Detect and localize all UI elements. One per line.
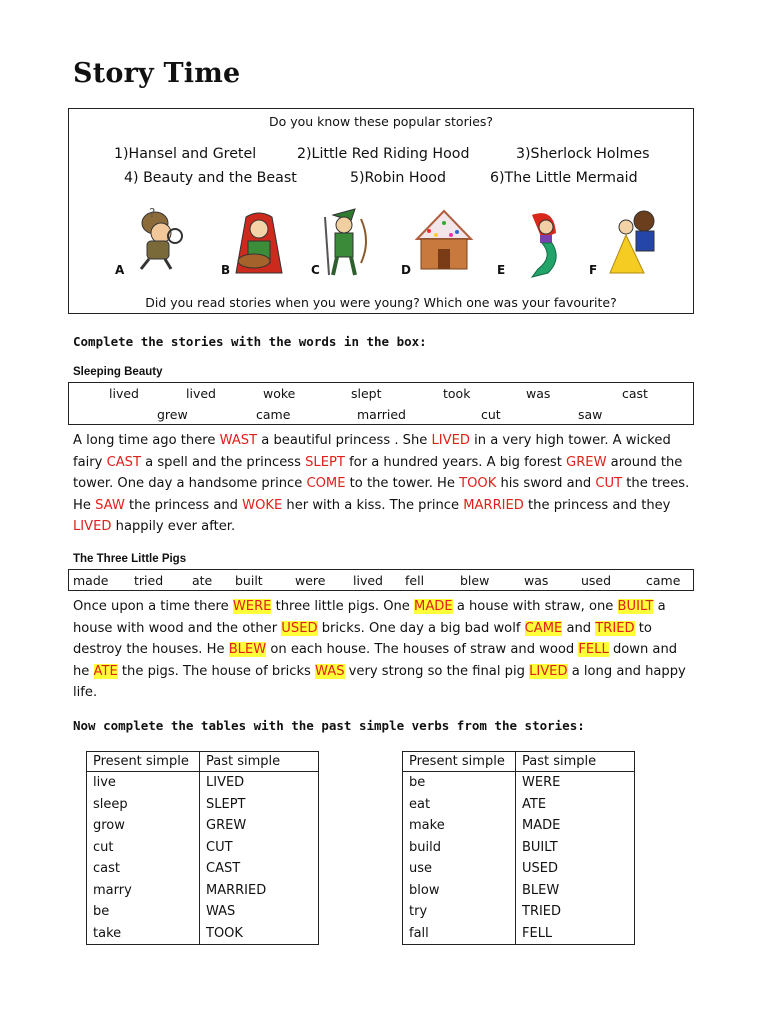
- table-header: Present simple: [87, 752, 200, 772]
- table-row: [87, 880, 319, 902]
- word-box-item: lived: [186, 386, 216, 401]
- answer-word: LIVED: [73, 519, 112, 535]
- word-box-item: was: [526, 386, 551, 401]
- table-row: [87, 837, 319, 859]
- picture-letter-e: E: [497, 263, 506, 277]
- table-cell: TRIED: [516, 901, 635, 923]
- answer-word: WERE: [232, 599, 272, 614]
- table-cell: try: [403, 901, 516, 923]
- gingerbread-house-picture: [409, 205, 479, 275]
- mermaid-picture: [514, 209, 580, 279]
- table-row: [403, 901, 635, 923]
- answer-word: GREW: [566, 454, 607, 470]
- svg-text:?: ?: [149, 206, 156, 220]
- table-row: [87, 901, 319, 923]
- table-cell: ATE: [516, 794, 635, 816]
- table-cell: CAST: [200, 858, 319, 880]
- robin-hood-picture: [315, 205, 377, 279]
- table-cell: BUILT: [516, 837, 635, 859]
- table-cell: MARRIED: [200, 880, 319, 902]
- word-box-item: was: [524, 573, 549, 588]
- word-box-item: made: [73, 573, 109, 588]
- word-box-item: lived: [109, 386, 139, 401]
- answer-word: FELL: [578, 642, 609, 658]
- verb-table-left: [86, 751, 319, 945]
- table-row: [403, 837, 635, 859]
- table-cell: LIVED: [200, 772, 319, 794]
- table-row: [403, 858, 635, 880]
- table-row: [87, 772, 319, 794]
- story-item-2: 2)Little Red Riding Hood: [297, 146, 470, 162]
- answer-word: CAME: [524, 620, 563, 636]
- table-cell: live: [87, 772, 200, 794]
- intro-question-bottom: Did you read stories when you were young? Which one was your favourite?: [145, 295, 617, 310]
- table-cell: blow: [403, 880, 516, 902]
- table-cell: MADE: [516, 815, 635, 837]
- table-cell: be: [87, 901, 200, 923]
- instruction-complete-tables: Now complete the tables with the past simple verbs from the stories:: [73, 718, 585, 733]
- story-item-1: 1)Hansel and Gretel: [114, 146, 257, 162]
- table-cell: USED: [516, 858, 635, 880]
- answer-word: LIVED: [529, 663, 568, 679]
- table-cell: be: [403, 772, 516, 794]
- table-cell: eat: [403, 794, 516, 816]
- answer-word: SLEPT: [305, 454, 345, 470]
- beauty-and-beast-picture: [602, 207, 664, 279]
- picture-letter-a: A: [115, 263, 125, 277]
- word-box-item: woke: [263, 386, 296, 401]
- answer-word: WAST: [219, 433, 258, 448]
- word-box-item: came: [646, 573, 681, 588]
- answer-word: WOKE: [242, 497, 283, 513]
- word-box-item: tried: [134, 573, 164, 588]
- answer-word: WAS: [315, 663, 345, 679]
- table-cell: cut: [87, 837, 200, 859]
- word-box-item: lived: [353, 573, 383, 588]
- verb-table-right: [402, 751, 635, 945]
- answer-word: CUT: [595, 476, 623, 492]
- answer-word: USED: [281, 620, 318, 636]
- story-item-3: 3)Sherlock Holmes: [516, 146, 650, 162]
- answer-word: BUILT: [617, 599, 654, 614]
- table-row: [403, 923, 635, 945]
- answer-word: LIVED: [431, 433, 470, 448]
- table-cell: FELL: [516, 923, 635, 945]
- table-cell: BLEW: [516, 880, 635, 902]
- answer-word: CAST: [106, 454, 141, 470]
- word-box-item: came: [256, 407, 291, 422]
- table-row: [403, 880, 635, 902]
- table-header: Past simple: [200, 752, 319, 772]
- table-row: [403, 794, 635, 816]
- table-cell: WAS: [200, 901, 319, 923]
- answer-word: ATE: [93, 663, 118, 679]
- picture-letter-d: D: [401, 263, 411, 277]
- sleeping-beauty-word-box: [68, 382, 694, 425]
- three-pigs-word-box: [68, 569, 694, 591]
- word-box-item: cast: [622, 386, 648, 401]
- table-cell: use: [403, 858, 516, 880]
- sleeping-beauty-story: A long time ago there WAST a beautiful princess . She LIVED in a very high tower. A wicked fairy CAST a spell and the princess SLEPT for a hundred years. A big forest GREW around the tower. One day a handsome prince COME to the tower. He TOOK his sword and CUT the trees. He SAW the princess and WOKE her with a kiss. The prince MARRIED the princess and they LIVED happily ever after.: [73, 433, 690, 535]
- detective-picture: [131, 203, 197, 273]
- table-cell: TOOK: [200, 923, 319, 945]
- word-box-item: cut: [481, 407, 501, 422]
- answer-word: TOOK: [459, 476, 497, 492]
- picture-letter-f: F: [589, 263, 598, 277]
- word-box-item: blew: [460, 573, 490, 588]
- table-cell: WERE: [516, 772, 635, 794]
- intro-box: [68, 108, 694, 314]
- answer-word: TRIED: [595, 620, 635, 636]
- table-cell: fall: [403, 923, 516, 945]
- three-pigs-heading: The Three Little Pigs: [73, 553, 187, 565]
- table-row: [87, 858, 319, 880]
- instruction-complete-stories: Complete the stories with the words in the box:: [73, 334, 427, 349]
- answer-word: COME: [306, 476, 346, 492]
- table-row: [403, 815, 635, 837]
- red-riding-hood-picture: [224, 209, 294, 279]
- word-box-item: saw: [578, 407, 603, 422]
- story-item-4: 4) Beauty and the Beast: [124, 170, 297, 186]
- intro-question-top: Do you know these popular stories?: [268, 114, 494, 129]
- table-header: Past simple: [516, 752, 635, 772]
- answer-word: BLEW: [228, 642, 267, 658]
- word-box-item: built: [235, 573, 263, 588]
- story-item-6: 6)The Little Mermaid: [490, 170, 638, 186]
- story-item-5: 5)Robin Hood: [350, 170, 446, 186]
- picture-letter-b: B: [221, 263, 231, 277]
- word-box-item: fell: [405, 573, 425, 588]
- answer-word: MARRIED: [463, 497, 524, 513]
- table-header: Present simple: [403, 752, 516, 772]
- answer-word: MADE: [414, 599, 453, 614]
- picture-letter-c: C: [311, 263, 320, 277]
- word-box-item: grew: [157, 407, 188, 422]
- page-title: Story Time: [73, 58, 241, 89]
- table-cell: CUT: [200, 837, 319, 859]
- table-cell: cast: [87, 858, 200, 880]
- word-box-item: slept: [351, 386, 382, 401]
- table-row: [87, 794, 319, 816]
- sleeping-beauty-heading: Sleeping Beauty: [73, 366, 163, 378]
- table-cell: sleep: [87, 794, 200, 816]
- table-cell: grow: [87, 815, 200, 837]
- table-row: [403, 772, 635, 794]
- table-cell: take: [87, 923, 200, 945]
- word-box-item: took: [443, 386, 471, 401]
- three-pigs-story: Once upon a time there WERE three little pigs. One MADE a house with straw, one BUILT a house with wood and the other USED bricks. One day a big bad wolf CAME and TRIED to destroy the houses. He BLEW on each house. The houses of straw and wood FELL down and he ATE the pigs. The house of bricks WAS very strong so the final pig LIVED a long and happy life.: [73, 599, 686, 701]
- table-cell: marry: [87, 880, 200, 902]
- table-cell: make: [403, 815, 516, 837]
- table-row: [87, 815, 319, 837]
- table-cell: GREW: [200, 815, 319, 837]
- word-box-item: married: [357, 407, 406, 422]
- word-box-item: ate: [192, 573, 213, 588]
- table-cell: SLEPT: [200, 794, 319, 816]
- word-box-item: were: [295, 573, 326, 588]
- word-box-item: used: [581, 573, 612, 588]
- table-row: [87, 923, 319, 945]
- table-cell: build: [403, 837, 516, 859]
- answer-word: SAW: [95, 497, 125, 513]
